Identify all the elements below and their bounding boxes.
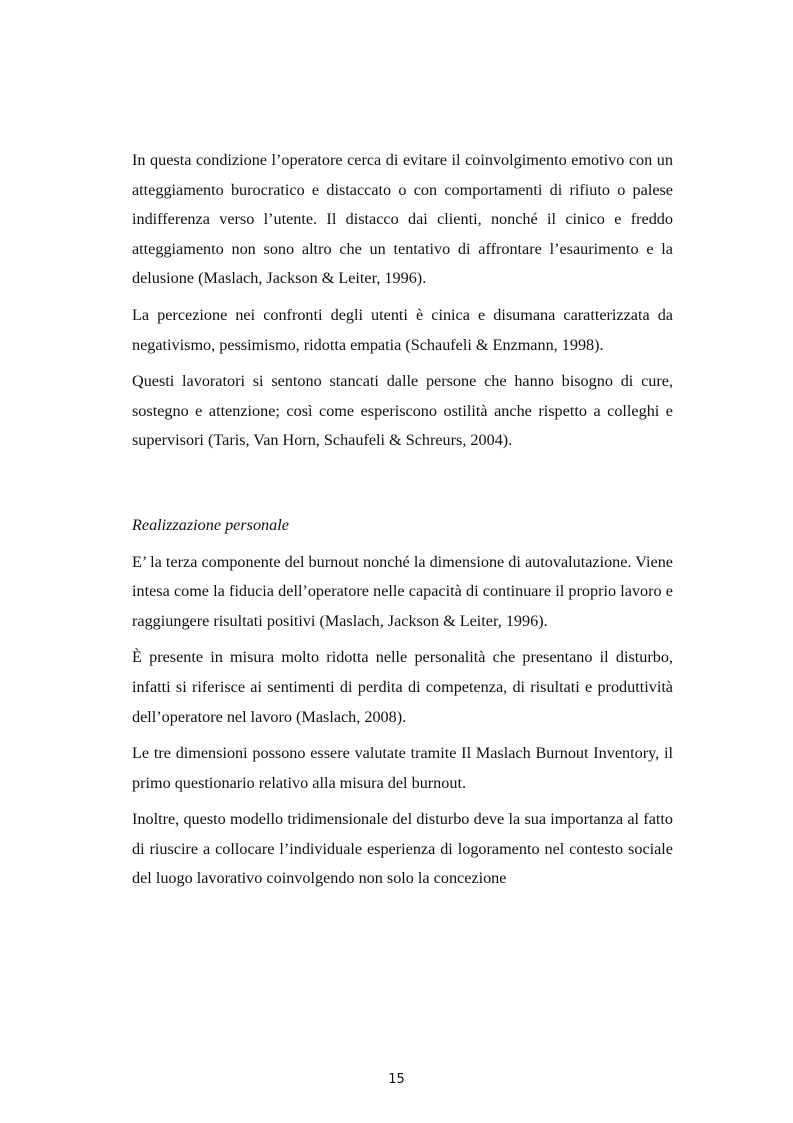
paragraph: In questa condizione l’operatore cerca di evitare il coinvolgimento emotivo con un atteggiamento burocratico e distaccato o con comportamenti di rifiuto o palese indifferenza verso l’utente. Il distacco dai clienti, nonché il cinico e freddo atteggiamento non sono altro che un tentativo di affrontare l’esaurimento e la delusione (Maslach, Jackson & Leiter, 1996). — [132, 151, 673, 288]
section-heading: Realizzazione personale — [132, 515, 289, 534]
page-number: 15 — [388, 1072, 405, 1087]
paragraph: Questi lavoratori si sentono stancati dalle persone che hanno bisogno di cure, sostegno e attenzione; così come esperiscono ostilità anche rispetto a colleghi e supervisori (Taris, Van Horn, Schaufeli & Schreurs, 2004). — [132, 372, 673, 450]
paragraph: Le tre dimensioni possono essere valutate tramite Il Maslach Burnout Inventory, il primo questionario relativo alla misura del burnout. — [132, 744, 673, 792]
section-spacer — [132, 463, 673, 511]
paragraph: Inoltre, questo modello tridimensionale del disturbo deve la sua importanza al fatto di riuscire a collocare l’individuale esperienza di logoramento nel contesto sociale del luogo lavorativo coinvolgendo non solo la concezione — [132, 810, 673, 888]
paragraph: La percezione nei confronti degli utenti è cinica e disumana caratterizzata da negativismo, pessimismo, ridotta empatia (Schaufeli & Enzmann, 1998). — [132, 305, 673, 354]
paragraph: E’ la terza componente del burnout nonché la dimensione di autovalutazione. Viene intesa come la fiducia dell’operatore nelle capacità di continuare il proprio lavoro e raggiungere risultati positivi (Maslach, Jackson & Leiter, 1996). — [132, 552, 673, 630]
paragraph: È presente in misura molto ridotta nelle personalità che presentano il disturbo, infatti si riferisce ai sentimenti di perdita di competenza, di risultati e produttività dell’operatore nel lavoro (Maslach, 2008). — [132, 648, 673, 726]
body-text — [132, 146, 673, 894]
